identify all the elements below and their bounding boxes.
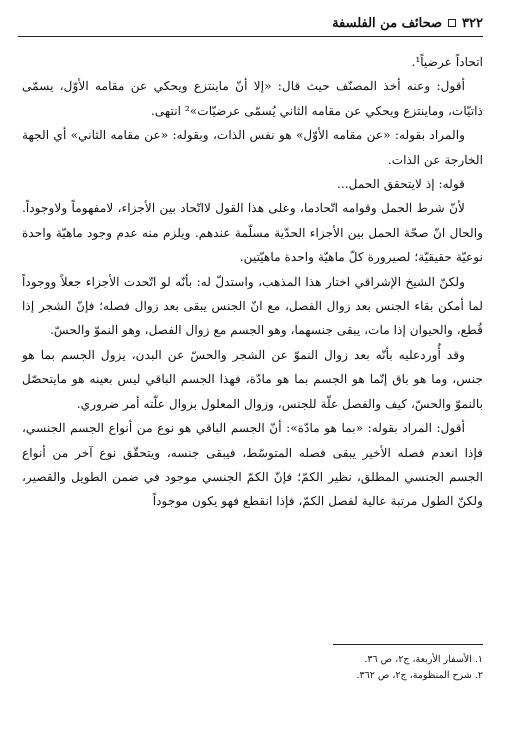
paragraph: قوله: إذ لايتحقق الحمل... [337,177,465,192]
footnote-divider [333,644,483,645]
running-title: صحائف من الفلسفة [332,15,443,31]
separator-square-icon [448,19,456,27]
body-text [22,50,483,514]
footnotes [22,652,483,684]
page-header [18,10,483,37]
footnote: ١. الأسفار الأربعة، ج٢، ص ٣٦. [364,654,483,665]
paragraph: والمراد بقوله: «عن مقامه الأوّل» هو نفس الذات، وبقوله: «عن مقامه الثاني» أي الجهة الخارجة عن الذات. [22,128,483,167]
paragraph: اتحاداً عرضياً¹. [411,55,483,69]
page-number: ٣٢٢ [462,15,483,31]
paragraph: وقد أُوردعليه بأنّه بعد زوال النموّ عن الشجر والحسّ عن البدن، يزول الجسم بما هو جنس، وما هو باق إنّما هو الجسم بما هو مادّة، فهذا الجسم الباقي ليس بعينه هو مايتحصّل بالنموّ والحسّ، كيف والفصل علّة للجنس، وزوال المعلول بزوال علّته أمر ضروري. [22,347,483,411]
footnote: ٢. شرح المنظومة، ج٢، ص ٣٦٢. [356,670,483,681]
paragraph: أقول: وعنه أخذ المصنّف حيث قال: «إلا أنّ ماينتزع ويحكي عن مقامه الأوّل، يسمّى ذاتيّات، وماينتزع ويحكي عن مقامه الثاني يُسمّى عرضيّات»² انتهى. [22,79,483,118]
paragraph: لأنّ شرط الحمل وقوامه اتّحادما، وعلى هذا القول لااتّحاد بين الأجزاء، لامفهوماً ولاوجوداً. والحال انّ صحّة الحمل بين الأجزاء الحدّية مسلّمة عندهم. ويلزم منه عدم وجود ماهيّة واحدة نوعيّة حقيقيّة؛ لصيرورة كلّ ماهيّة واحدة ماهيّتين. [22,201,483,265]
paragraph: ولكنّ الشيخ الإشراقي اختار هذا المذهب، واستدلّ له: بأنّه لو اتّحدت الأجزاء جعلاً ووجوداً لما أمكن بقاء الجنس بعد زوال الفصل، مع انّ الجنس يبقى بعد زوال فصله؛ فإنّ الشجر إذا قُطع، والحيوان إذا مات، يبقى جنسهما، وهو الجسم مع زوال الفصل، وهو النموّ والحسّ. [22,274,483,338]
paragraph: أقول: المراد بقوله: «بما هو مادّة»: أنّ الجسم الباقي هو نوع من أنواع الجسم الجنسي، فإذا انعدم فصله الأخير يبقى فصله المتوسّط، فيبقى جنسه، ويتحقّق نوع آخر من أنواع الجسم الجنسي المطلق، نظير الكمّ؛ فإنّ الكمّ الجنسي موجود في ضمن الطويل والقصير، ولكنّ الطول مرتبة عالية لفصل الكمّ، فإذا انقطع فهو يكون موجوداً [22,421,483,509]
